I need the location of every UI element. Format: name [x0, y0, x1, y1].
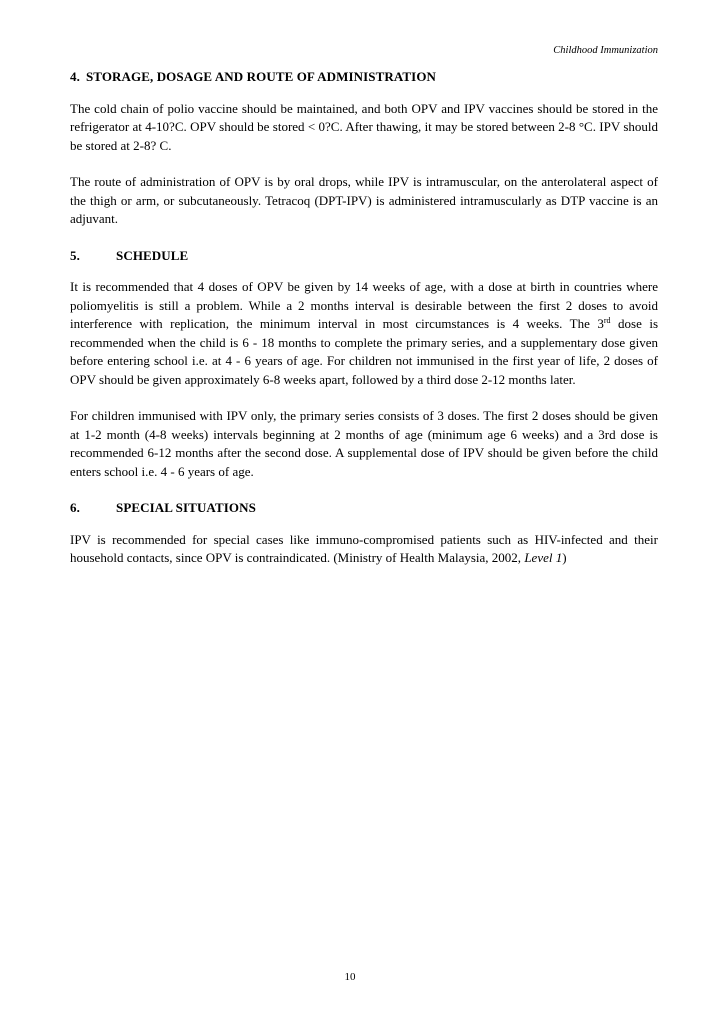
- paragraph-opv-schedule: [70, 278, 658, 389]
- ordinal-superscript: rd: [603, 316, 611, 325]
- section-title: SCHEDULE: [116, 247, 189, 263]
- section-title: STORAGE, DOSAGE AND ROUTE OF ADMINISTRATION: [85, 69, 437, 84]
- section-6-heading: [70, 499, 658, 518]
- text-run: dose is recommended when the child is 6 - 18 months to complete the primary series, and a supplementary dose given before entering school i.e. at 4 - 6 years of age. For children not immunised in the first year of life, 2 doses of OPV should be given approximately 6-8 weeks apart, followed by a third dose 2-12 months later.: [70, 316, 658, 387]
- evidence-level: Level 1: [524, 550, 563, 565]
- section-number: 6.: [70, 500, 80, 515]
- section-title: SPECIAL SITUATIONS: [116, 500, 256, 515]
- section-4-heading: [70, 68, 658, 87]
- text-run: ): [562, 550, 567, 565]
- document-body: [70, 68, 658, 586]
- section-number: 5.: [70, 247, 80, 263]
- page-number: 10: [344, 971, 356, 983]
- section-5-heading: [70, 247, 658, 266]
- paragraph-route: The route of administration of OPV is by oral drops, while IPV is intramuscular, on the anterolateral aspect of the thigh or arm, or subcutaneously. Tetracoq (DPT-IPV) is administered intramuscularly as DTP vaccine is an adjuvant.: [70, 174, 658, 226]
- text-run: IPV is recommended for special cases like immuno-compromised patients such as HIV-infected and their household contacts, since OPV is contraindicated. (Ministry of Health Malaysia, 2002,: [70, 531, 658, 565]
- section-number: 4.: [70, 69, 80, 84]
- running-header: Childhood Immunization: [553, 45, 658, 56]
- paragraph-ipv-schedule: For children immunised with IPV only, the primary series consists of 3 doses. The first 2 doses should be given at 1-2 month (4-8 weeks) intervals beginning at 2 months of age (minimum age 6 weeks) and a 3rd dose is recommended 6-12 months after the second dose. A supplemental dose of IPV should be given before the child enters school i.e. 4 - 6 years of age.: [70, 408, 658, 479]
- paragraph-storage: The cold chain of polio vaccine should be maintained, and both OPV and IPV vaccines should be stored in the refrigerator at 4-10?C. OPV should be stored < 0?C. After thawing, it may be stored between 2-8 °C. IPV should be stored at 2-8? C.: [70, 100, 658, 153]
- text-run: It is recommended that 4 doses of OPV be given by 14 weeks of age, with a dose at birth in countries where poliomyelitis is still a problem. While a 2 months interval is desirable between the first 2 doses to avoid interference with replication, the minimum interval in most circumstances is 4 weeks. The 3: [70, 279, 658, 331]
- paragraph-special-situations: [70, 531, 658, 568]
